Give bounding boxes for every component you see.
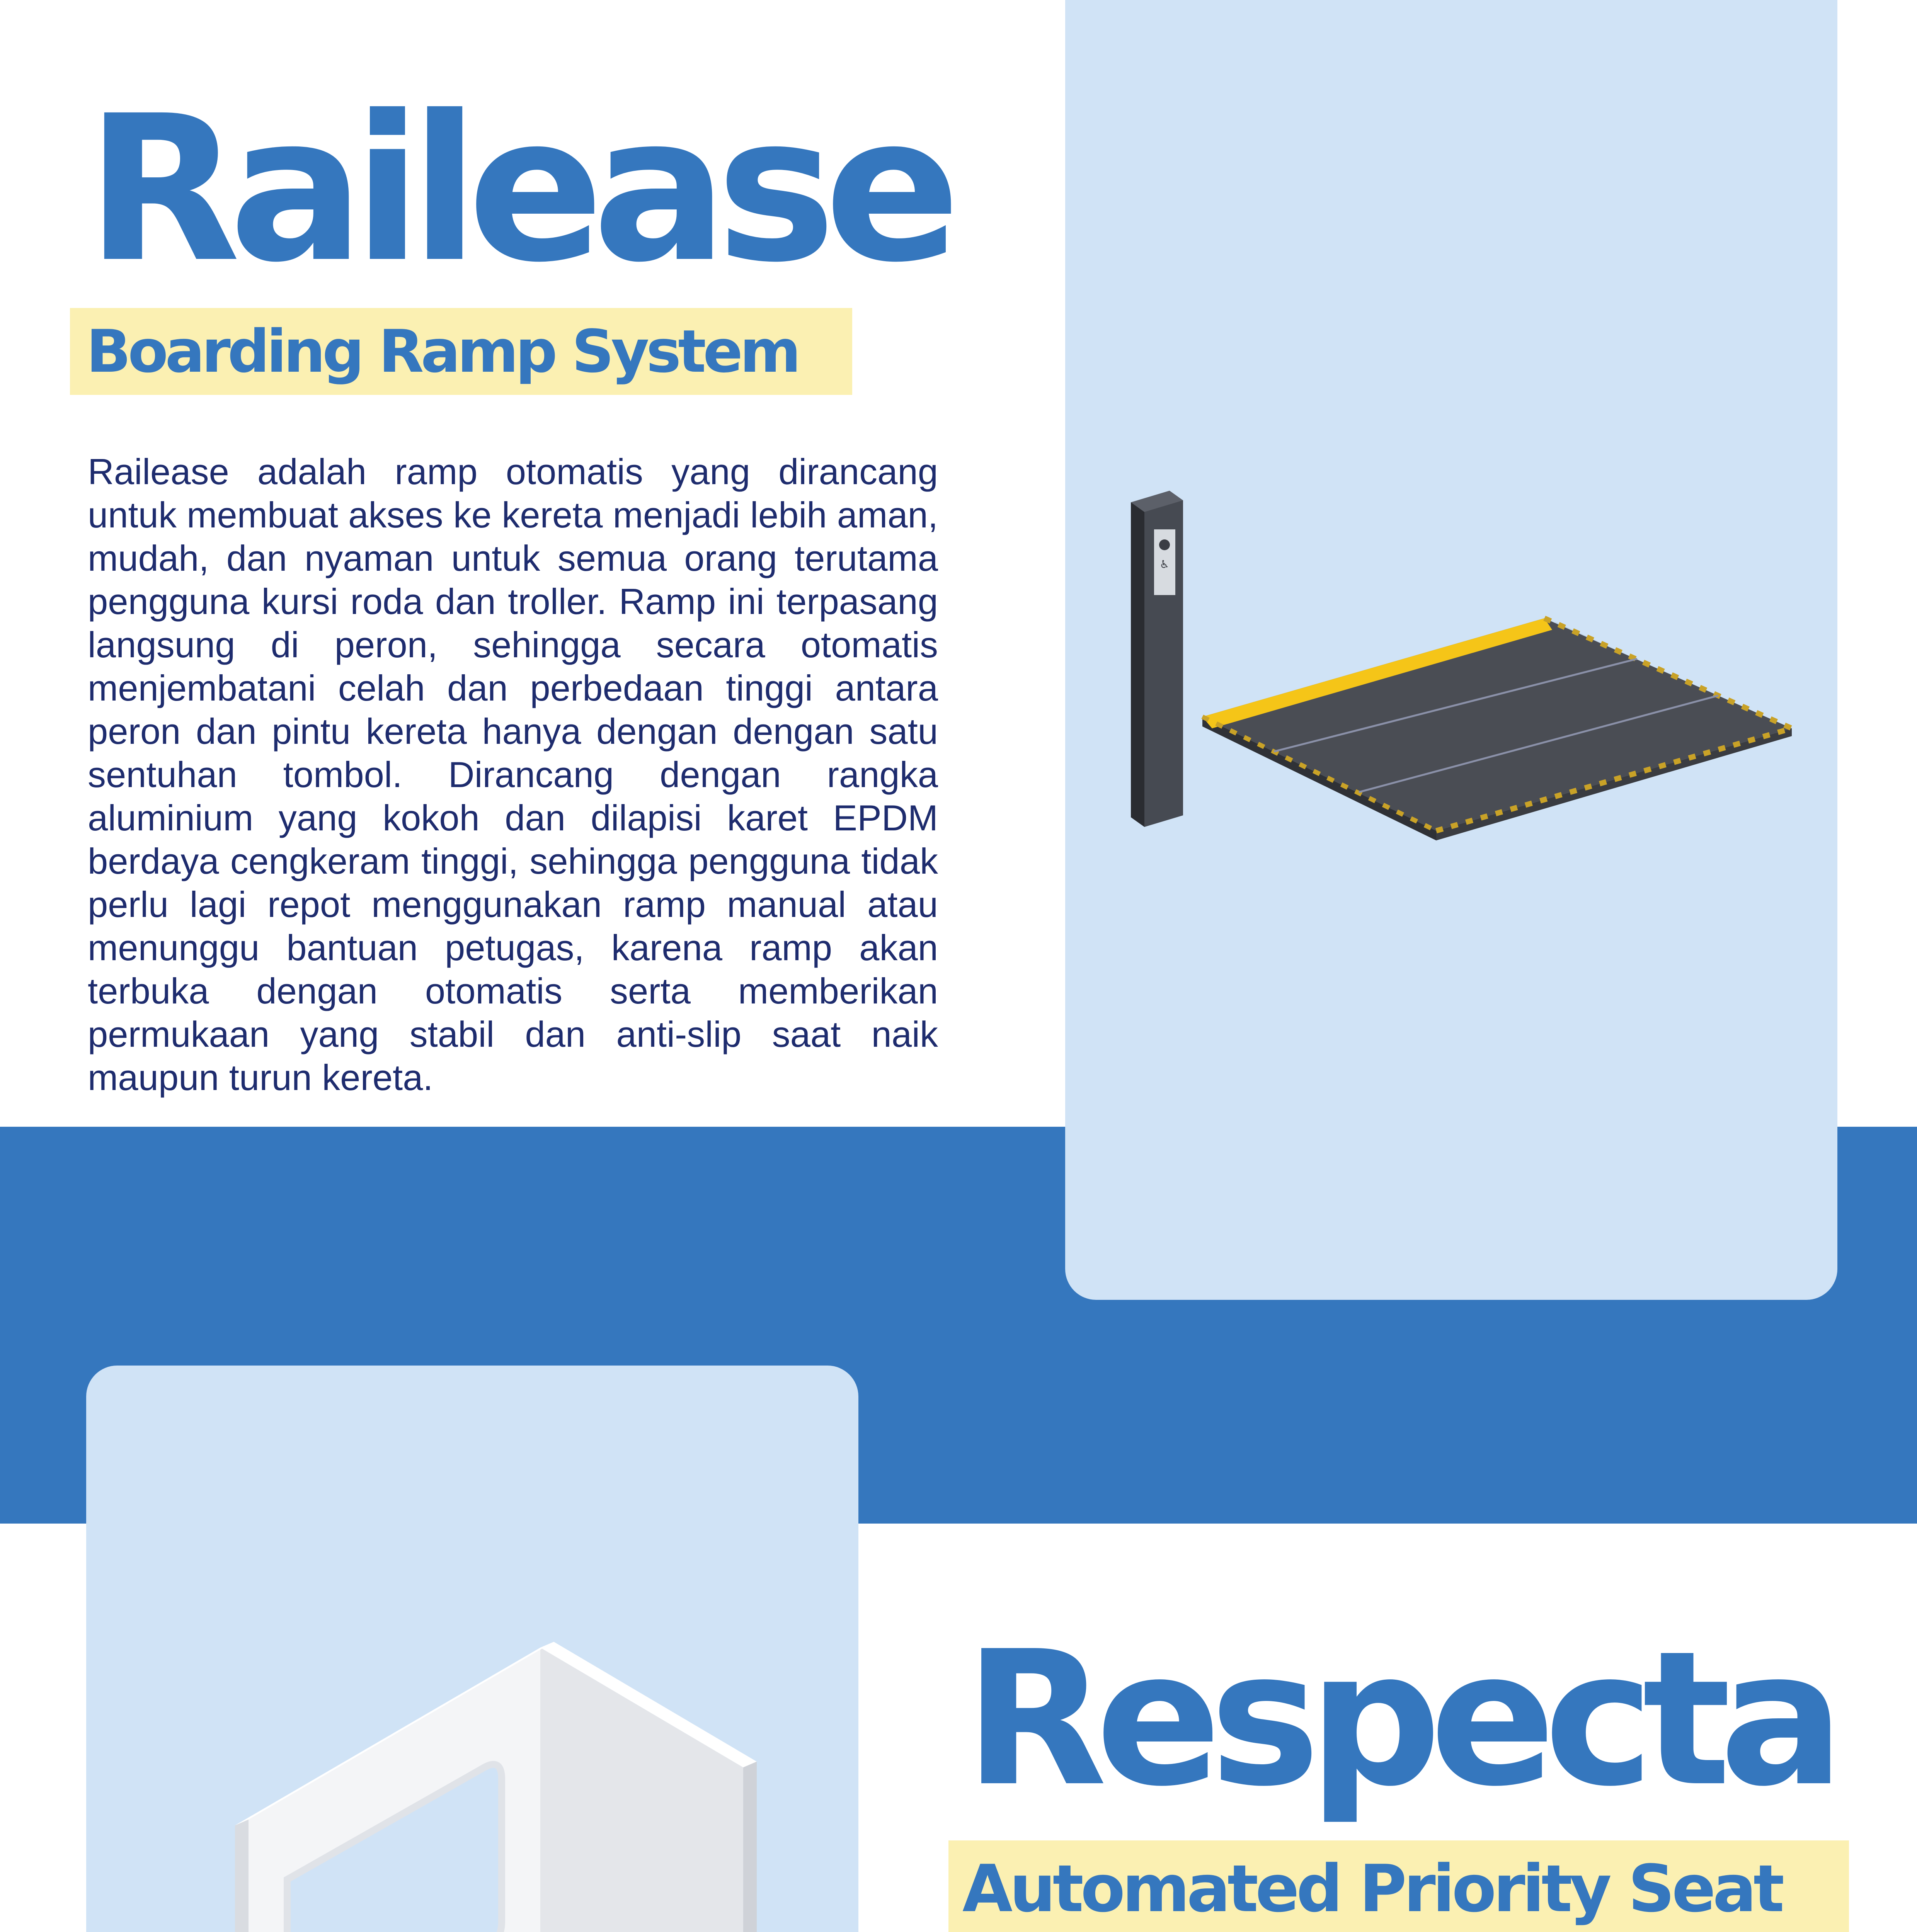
railease-description: Railease adalah ramp otomatis yang dirancang untuk membuat akses ke kereta menjadi lebih aman, mudah, dan nyaman untuk semua orang terutama pengguna kursi roda dan troller. Ramp ini terpasang langsung di peron, sehingga secara otomatis menjembatani celah dan perbedaan tinggi antara peron dan pintu kereta hanya dengan dengan satu sentuhan tombol. Dirancang dengan rangka aluminium yang kokoh dan dilapisi karet EPDM berdaya cengkeram tinggi, sehingga pengguna tidak perlu lagi repot menggunakan ramp manual atau menunggu bantuan petugas, karena ramp akan terbuka dengan otomatis serta memberikan permukaan yang stabil dan anti-slip saat naik maupun turun kereta. <box>88 451 938 1098</box>
railease-subtitle-text: Boarding Ramp System <box>86 317 798 386</box>
respecta-seat-illustration <box>86 1366 858 1932</box>
railease-ramp-illustration <box>1065 0 1837 1300</box>
respecta-subtitle <box>948 1840 1849 1932</box>
respecta-title: Respecta <box>964 1611 1833 1827</box>
railease-subtitle <box>70 308 852 395</box>
railease-title: Railease <box>86 72 949 306</box>
respecta-subtitle-text: Automated Priority Seat <box>962 1851 1782 1927</box>
svg-text:♿: ♿ <box>1159 558 1170 571</box>
respecta-image-panel <box>86 1366 858 1932</box>
railease-image-panel <box>1065 0 1837 1300</box>
